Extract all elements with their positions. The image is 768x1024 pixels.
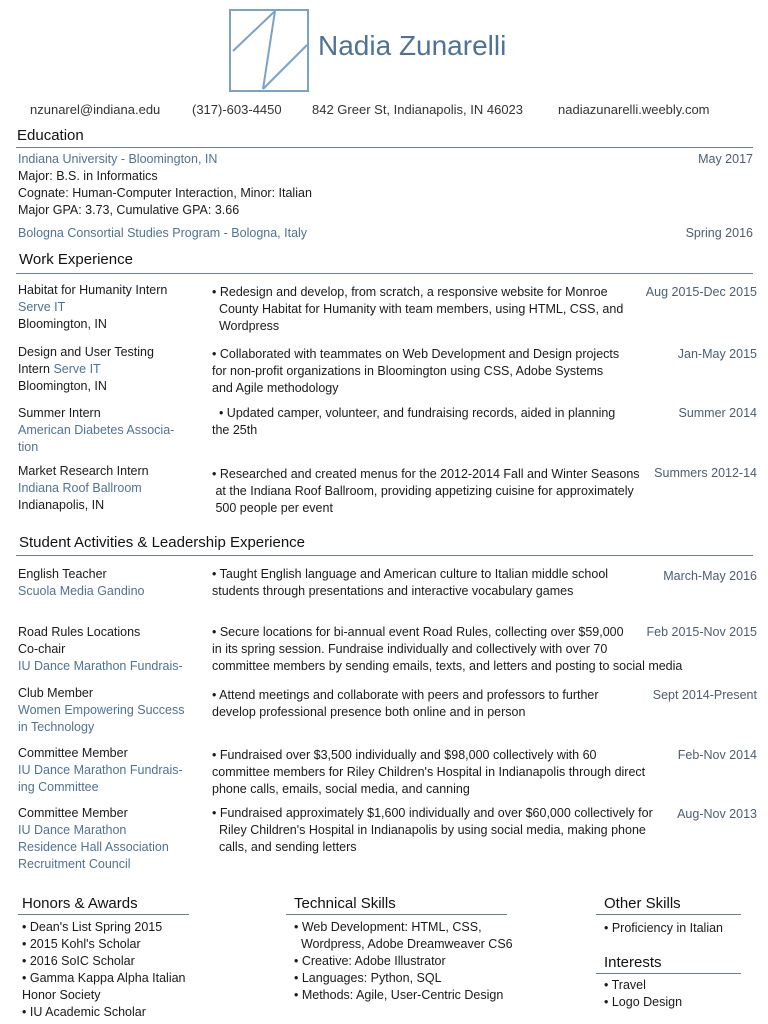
section-divider bbox=[16, 147, 753, 148]
organization: IU Dance Marathon Fundrais- bbox=[18, 763, 183, 777]
list-item: • Creative: Adobe Illustrator bbox=[294, 954, 446, 968]
organization: Indiana Roof Ballroom bbox=[18, 481, 142, 495]
activity-description: • Attend meetings and collaborate with peers and professors to further develop professional presence both online and in person bbox=[212, 688, 599, 719]
technical-list bbox=[294, 919, 513, 1004]
candidate-name: Nadia Zunarelli bbox=[318, 30, 507, 61]
work-description: • Researched and created menus for the 2012-2014 Fall and Winter Seasons at the Indiana Roof Ballroom, providing appetizing cuisine for approximately 500 people per event bbox=[212, 467, 640, 515]
interests-heading: Interests bbox=[604, 954, 662, 971]
organization: Serve IT bbox=[18, 300, 66, 314]
list-item: • IU Academic Scholar bbox=[22, 1005, 146, 1019]
organization: American Diabetes Associa- bbox=[18, 423, 175, 437]
work-entry bbox=[18, 463, 149, 514]
phone-number: (317)-603-4450 bbox=[192, 102, 282, 117]
activity-description: • Fundraised approximately $1,600 individually and over $60,000 collectively for Riley Children's Hospital in Indianapolis by using social media, making phone calls, and sending letters bbox=[212, 806, 653, 854]
job-title: Design and User Testing bbox=[18, 345, 154, 359]
organization: Scuola Media Gandino bbox=[18, 584, 145, 598]
activities-heading: Student Activities & Leadership Experience bbox=[19, 534, 306, 551]
education-date: Spring 2016 bbox=[685, 226, 753, 240]
organization: Residence Hall Association bbox=[18, 840, 169, 854]
section-divider bbox=[596, 914, 741, 915]
email-link[interactable]: nzunarel@indiana.edu bbox=[30, 102, 161, 117]
job-title: Habitat for Humanity Intern bbox=[18, 283, 168, 297]
activity-entry bbox=[18, 805, 169, 873]
education-detail: Major GPA: 3.73, Cumulative GPA: 3.66 bbox=[18, 203, 240, 217]
education-school: Bologna Consortial Studies Program - Bologna, Italy bbox=[18, 226, 308, 240]
job-title: Market Research Intern bbox=[18, 464, 149, 478]
list-item: • Logo Design bbox=[604, 995, 683, 1009]
organization: IU Dance Marathon bbox=[18, 823, 127, 837]
activity-description: • Secure locations for bi-annual event Road Rules, collecting over $59,000 in its spring session. Fundraise individually and collectively with over 70 committee members by sending emails, texts, and letters and posting to social media bbox=[212, 625, 683, 673]
list-item: • Methods: Agile, User-Centric Design bbox=[294, 988, 504, 1002]
activity-entry bbox=[18, 685, 185, 736]
organization: ing Committee bbox=[18, 780, 99, 794]
website-link[interactable]: nadiazunarelli.weebly.com bbox=[558, 102, 710, 117]
list-item: • Languages: Python, SQL bbox=[294, 971, 442, 985]
activity-role: Committee Member bbox=[18, 806, 128, 820]
location: Indianapolis, IN bbox=[18, 498, 105, 512]
work-date: Jan-May 2015 bbox=[677, 347, 757, 361]
work-description: • Updated camper, volunteer, and fundraising records, aided in planning the 25th bbox=[212, 406, 616, 437]
education-heading: Education bbox=[17, 127, 84, 144]
list-item: Wordpress, Adobe Dreamweaver CS6 bbox=[294, 937, 513, 951]
organization: in Technology bbox=[18, 720, 95, 734]
work-date: Aug 2015-Dec 2015 bbox=[645, 285, 757, 299]
location: Bloomington, IN bbox=[18, 379, 107, 393]
list-item: Honor Society bbox=[22, 988, 101, 1002]
activity-date: Feb-Nov 2014 bbox=[677, 748, 757, 762]
monogram-logo-icon bbox=[229, 9, 309, 92]
list-item: • 2015 Kohl's Scholar bbox=[22, 937, 141, 951]
education-detail: Cognate: Human-Computer Interaction, Minor: Italian bbox=[18, 186, 312, 200]
activity-entry bbox=[18, 624, 183, 675]
activity-description: • Taught English language and American culture to Italian middle school students through presentations and interactive vocabulary games bbox=[212, 567, 609, 598]
activity-role: English Teacher bbox=[18, 567, 107, 581]
work-heading: Work Experience bbox=[19, 251, 133, 268]
organization: Serve IT bbox=[53, 362, 101, 376]
education-school: Indiana University - Bloomington, IN bbox=[18, 152, 218, 166]
work-entry bbox=[18, 282, 167, 333]
section-divider bbox=[286, 914, 507, 915]
organization: Recruitment Council bbox=[18, 857, 131, 871]
work-date: Summers 2012-14 bbox=[654, 466, 757, 480]
activity-role: Road Rules Locations bbox=[18, 625, 141, 639]
honors-list bbox=[22, 919, 186, 1021]
technical-heading: Technical Skills bbox=[294, 895, 396, 912]
activity-date: Aug-Nov 2013 bbox=[677, 807, 757, 821]
activity-entry bbox=[18, 745, 183, 796]
work-entry bbox=[18, 344, 154, 395]
list-item: • Gamma Kappa Alpha Italian bbox=[22, 971, 186, 985]
list-item: • 2016 SoIC Scholar bbox=[22, 954, 135, 968]
organization: tion bbox=[18, 440, 39, 454]
activity-role: Co-chair bbox=[18, 642, 66, 656]
list-item: • Proficiency in Italian bbox=[604, 921, 724, 935]
list-item: • Web Development: HTML, CSS, bbox=[294, 920, 482, 934]
list-item: • Dean's List Spring 2015 bbox=[22, 920, 163, 934]
activity-date: March-May 2016 bbox=[663, 569, 757, 583]
other-skills-list bbox=[604, 920, 723, 937]
activity-description: • Fundraised over $3,500 individually and $98,000 collectively with 60 committee members for Riley Children's Hospital in Indianapolis through direct phone calls, emails, social media, and canning bbox=[212, 748, 646, 796]
section-divider bbox=[18, 914, 189, 915]
organization: IU Dance Marathon Fundrais- bbox=[18, 659, 183, 673]
organization: Women Empowering Success bbox=[18, 703, 185, 717]
honors-heading: Honors & Awards bbox=[22, 895, 138, 912]
list-item: • Travel bbox=[604, 978, 646, 992]
education-detail: Major: B.S. in Informatics bbox=[18, 169, 158, 183]
job-title: Summer Intern bbox=[18, 406, 101, 420]
address: 842 Greer St, Indianapolis, IN 46023 bbox=[312, 102, 524, 117]
activity-date: Sept 2014-Present bbox=[652, 688, 757, 702]
job-title: Intern bbox=[18, 362, 50, 376]
other-skills-heading: Other Skills bbox=[604, 895, 681, 912]
activity-entry bbox=[18, 566, 144, 600]
section-divider bbox=[16, 273, 753, 274]
work-description: • Redesign and develop, from scratch, a responsive website for Monroe County Habitat for Humanity with team members, using HTML, CSS, and Wordpress bbox=[212, 285, 624, 333]
work-date: Summer 2014 bbox=[678, 406, 757, 420]
work-entry bbox=[18, 405, 174, 456]
activity-date: Feb 2015-Nov 2015 bbox=[646, 625, 757, 639]
location: Bloomington, IN bbox=[18, 317, 107, 331]
section-divider bbox=[596, 973, 741, 974]
activity-role: Club Member bbox=[18, 686, 94, 700]
interests-list bbox=[604, 977, 682, 1011]
section-divider bbox=[16, 555, 753, 556]
activity-role: Committee Member bbox=[18, 746, 128, 760]
education-date: May 2017 bbox=[698, 152, 753, 166]
work-description: • Collaborated with teammates on Web Development and Design projects for non-profit organizations in Bloomington using CSS, Adobe Systems and Agile methodology bbox=[212, 347, 620, 395]
